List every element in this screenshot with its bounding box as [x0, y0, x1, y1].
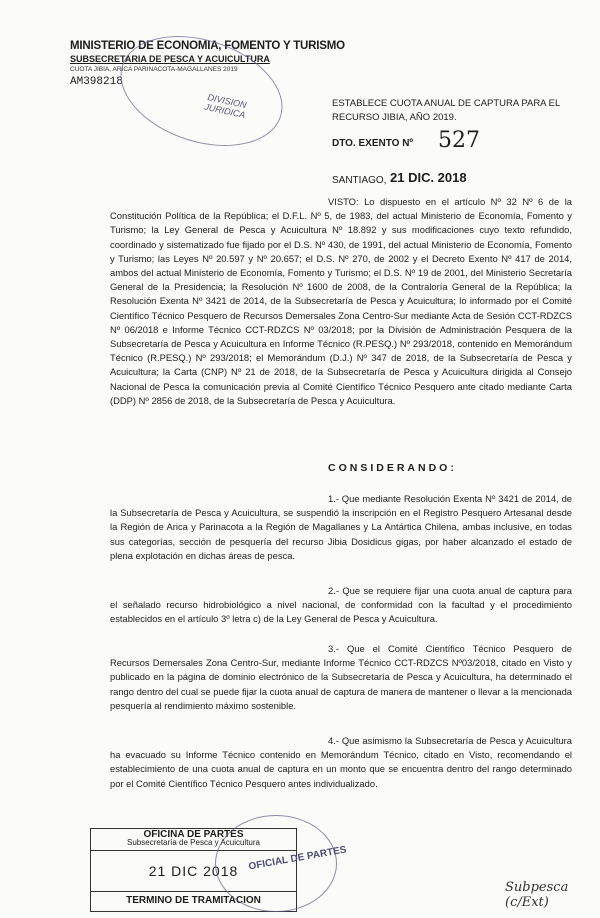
- considerando-2: 2.- Que se requiere fijar una cuota anual de captura para el señalado recurso hidrobiológico a nivel nacional, de conformidad con la facultad y el procedimiento establecidos en el artículo 3º letra c) de la Ley General de Pesca y Acuicultura.: [110, 585, 572, 625]
- subsecretaria-name: SUBSECRETARIA DE PESCA Y ACUICULTURA: [70, 54, 270, 64]
- decree-title: ESTABLECE CUOTA ANUAL DE CAPTURA PARA EL RECURSO JIBIA, AÑO 2019.: [332, 98, 560, 123]
- office-box-subtitle: Subsecretaría de Pesca y Acuicultura: [127, 838, 260, 847]
- office-box-title: OFICINA DE PARTES: [143, 829, 244, 840]
- considerando-3: 3.- Que el Comité Científico Técnico Pesquero de Recursos Demersales Zona Centro-Sur, mediante Informe Técnico CCT-RDZCS Nº03/2018, citado en Visto y publicado en la página de dominio electrónico de la Subsecretaría de Pesca y Acuicultura, ha determinado el rango dentro del cual se puede fijar la cuota anual de captura de manera de mantener o llevar a la mencionada pesquería al rendimiento máximo sostenible.: [110, 643, 572, 711]
- visto-paragraph: VISTO: Lo dispuesto en el artículo Nº 32 Nº 6 de la Constitución Política de la República; el D.F.L. Nº 5, de 1983, del actual Ministerio de Economía, Fomento y Turismo; la Ley General de Pesca y Acuicultura Nº 18.892 y sus modificaciones cuyo texto refundido, coordinado y sistematizado fue fijado por el D.S. Nº 430, de 1991, del actual Ministerio de Economía, Fomento y Turismo; las Leyes Nº 20.597 y Nº 20.657; el D.S. Nº 270, de 2002 y el Decreto Exento Nº 417 de 2014, ambos del actual Ministerio de Economía, Fomento y Turismo; el D.S. Nº 19 de 2001, del Ministerio Secretaría General de la Presidencia; la Resolución Nº 1600 de 2008, de la Contraloría General de la República; la Resolución Exenta Nº 3421 de 2014, de la Subsecretaría de Pesca y Acuicultura; lo informado por el Comité Científico Técnico Pesquero de Recursos Demersales Zona Centro-Sur mediante Acta de Sesión CCT-RDZCS Nº 06/2018 e Informe Técnico CCT-RDZCS Nº 03/2018; por la División de Administración Pesquera de la Subsecretaría de Pesca y Acuicultura en Informe Técnico (R.PESQ.) Nº 293/2018, contenido en Memorándum Técnico (R.PESQ.) Nº 293/2018; el Memorándum (D.J.) Nº 347 de 2018, de la Subsecretaría de Pesca y Acuicultura; la Carta (CNP) Nº 21 de 2018, de la Subsecretaría de Pesca y Acuicultura dirigida al Consejo Nacional de Pesca la comunicación previa al Comité Científico Técnico Pesquero ante citado mediante Carta (DDP) Nº 2856 de 2018, de la Subsecretaría de Pesca y Acuicultura.: [110, 196, 572, 406]
- file-code: AM398218: [70, 76, 123, 88]
- division-stamp-text: DIVISION JURIDICA: [203, 92, 248, 121]
- handwritten-signature: Subpesca (c/Ext): [505, 880, 569, 910]
- considerando-heading: CONSIDERANDO:: [328, 462, 457, 474]
- reference-line: CUOTA JIBIA, ARICA PARINACOTA-MAGALLANES 2019: [70, 66, 238, 73]
- decree-date: 21 DIC. 2018: [390, 170, 467, 185]
- ministry-name: MINISTERIO DE ECONOMIA, FOMENTO Y TURISMO: [70, 40, 345, 52]
- office-box-date: 21 DIC 2018: [91, 851, 296, 892]
- partes-stamp-text: OFICIAL DE PARTES: [247, 844, 348, 873]
- office-box-footer: TERMINO DE TRAMITACION: [126, 895, 261, 906]
- decree-number: 527: [438, 128, 480, 153]
- place: SANTIAGO,: [332, 175, 387, 186]
- considerando-1: 1.- Que mediante Resolución Exenta Nº 3421 de 2014, de la Subsecretaría de Pesca y Acuicultura, se suspendió la inscripción en el Registro Pesquero Artesanal desde la Región de Arica y Parinacota a la Región de Magallanes y La Antártica Chilena, ambas inclusive, en todas sus categorías, sección de pesquería del recurso Jibia Dosidicus gigas, por haber alcanzado el estado de plena explotación en dichas áreas de pesca.: [110, 493, 572, 561]
- decree-label: DTO. EXENTO Nº: [332, 138, 414, 149]
- considerando-4: 4.- Que asimismo la Subsecretaría de Pesca y Acuicultura ha evacuado su Informe Técnico contenido en Memorándum Técnico, citado en Visto, recomendando el establecimiento de una cuota anual de captura en un monto que se encuentra dentro del rango determinado por el Comité Científico Técnico Pesquero antes individualizado.: [110, 735, 572, 789]
